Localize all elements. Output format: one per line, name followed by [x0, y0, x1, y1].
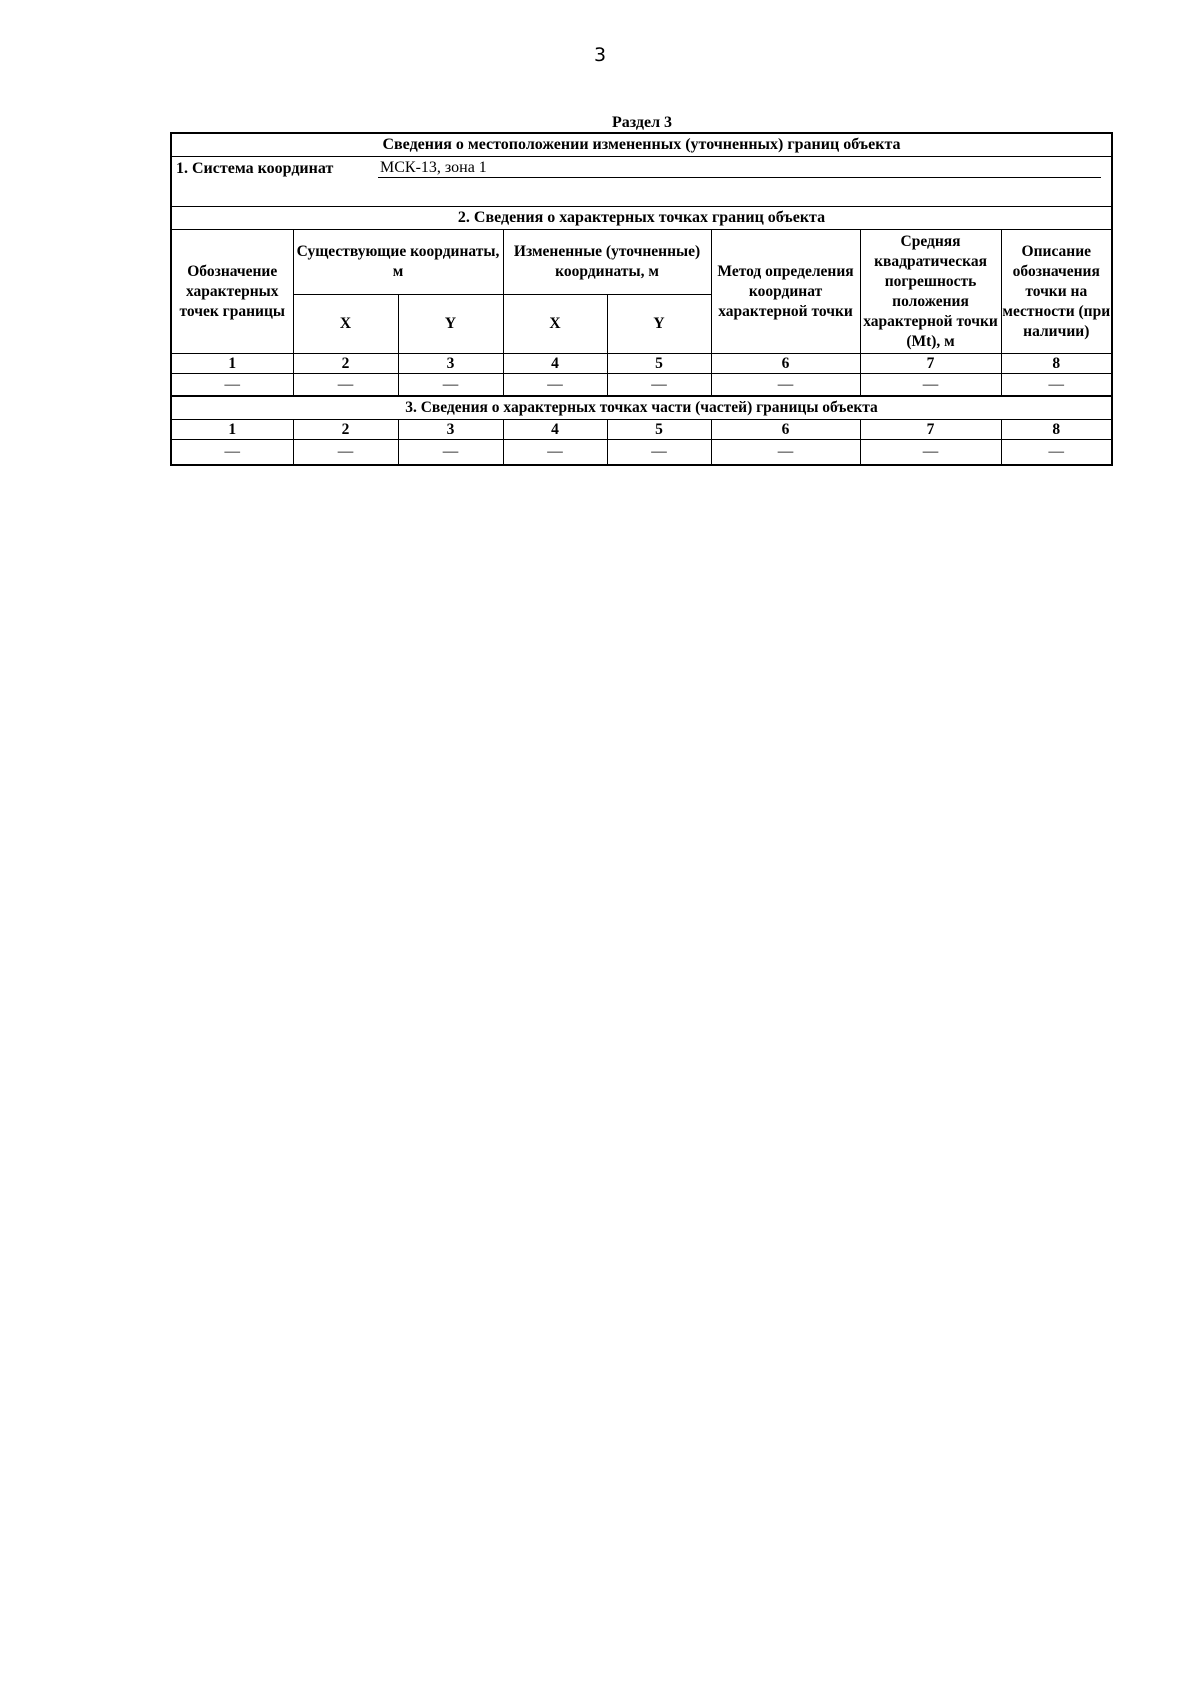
table-cell: — [1001, 374, 1111, 396]
column-number: 7 [860, 420, 1001, 440]
header-description: Описание обозначения точки на местности (при наличии) [1001, 230, 1111, 354]
table-cell: — [398, 374, 503, 396]
table-cell: — [711, 374, 860, 396]
parts-section-title: 3. Сведения о характерных точках части (частей) границы объекта [172, 396, 1111, 420]
section-title: Раздел 3 [611, 114, 673, 131]
table-cell: — [398, 440, 503, 465]
column-number: 8 [1001, 420, 1111, 440]
points-table [172, 230, 1111, 396]
coordinate-system-row [172, 157, 1111, 207]
column-number: 6 [711, 354, 860, 374]
column-number: 1 [172, 420, 293, 440]
header-existing-x: X [293, 295, 398, 354]
table-cell: — [1001, 440, 1111, 465]
header-changed-x: X [503, 295, 607, 354]
header-existing-y: Y [398, 295, 503, 354]
points-section-title: 2. Сведения о характерных точках границ объекта [172, 207, 1111, 230]
coordinate-system-value: МСК-13, зона 1 [378, 159, 1101, 178]
column-number: 8 [1001, 354, 1111, 374]
column-number: 3 [398, 420, 503, 440]
table-cell: — [860, 374, 1001, 396]
header-method: Метод определения координат характерной точки [711, 230, 860, 354]
column-number: 2 [293, 420, 398, 440]
column-number: 2 [293, 354, 398, 374]
table-cell: — [293, 374, 398, 396]
boundary-form [170, 132, 1113, 466]
column-number: 5 [607, 420, 711, 440]
page-number: 3 [593, 44, 607, 66]
header-changed-coordinates: Измененные (уточненные) координаты, м [503, 230, 711, 295]
table-cell: — [860, 440, 1001, 465]
column-number: 6 [711, 420, 860, 440]
form-title: Сведения о местоположении измененных (уточненных) границ объекта [172, 134, 1111, 157]
header-mean-error: Средняя квадратическая погрешность положения характерной точки (Mt), м [860, 230, 1001, 354]
table-cell: — [607, 440, 711, 465]
parts-table [172, 420, 1111, 464]
table-cell: — [172, 374, 293, 396]
column-number: 5 [607, 354, 711, 374]
header-existing-coordinates: Существующие координаты, м [293, 230, 503, 295]
table-cell: — [607, 374, 711, 396]
table-cell: — [293, 440, 398, 465]
table-cell: — [503, 440, 607, 465]
header-designation: Обозначение характерных точек границы [172, 230, 293, 354]
header-changed-y: Y [607, 295, 711, 354]
table-cell: — [711, 440, 860, 465]
table-cell: — [503, 374, 607, 396]
table-cell: — [172, 440, 293, 465]
column-number: 1 [172, 354, 293, 374]
column-number: 4 [503, 354, 607, 374]
column-number: 4 [503, 420, 607, 440]
column-number: 3 [398, 354, 503, 374]
column-number: 7 [860, 354, 1001, 374]
coordinate-system-label: 1. Система координат [176, 160, 334, 177]
